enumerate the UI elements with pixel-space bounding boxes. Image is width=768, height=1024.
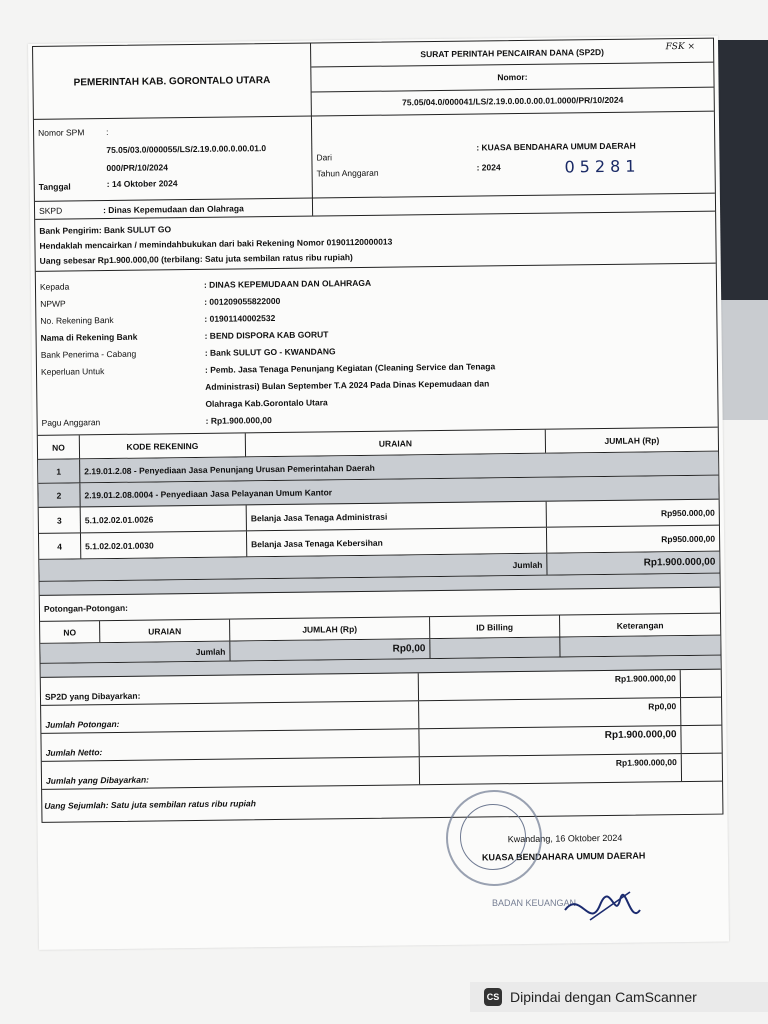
stamp-text: BADAN KEUANGAN: [492, 898, 577, 908]
summary-row: Jumlah Potongan: Rp0,00: [41, 698, 721, 734]
bank-line-1: Bank Pengirim: Bank SULUT GO: [39, 224, 172, 236]
detail-line: Kepada : DINAS KEPEMUDAAN DAN OLAHRAGA: [39, 277, 372, 292]
table-row: 2 2.19.01.2.08.0004 - Penyediaan Jasa Pelayanan Umum Kantor: [38, 476, 718, 508]
summary-row: Jumlah yang Dibayarkan: Rp1.900.000,00: [42, 754, 722, 790]
skpd-label: SKPD: [38, 205, 63, 216]
table-row: 4 5.1.02.02.01.0030 Belanja Jasa Tenaga Kebersihan Rp950.000,00: [39, 526, 719, 560]
bank-block: [35, 212, 716, 272]
spm-nomor-value-1: 75.05/03.0/000055/LS/2.19.0.00.0.00.01.0: [106, 143, 267, 156]
camscanner-logo-icon: CS: [484, 988, 502, 1006]
tanggal-value: : 14 Oktober 2024: [106, 178, 178, 190]
detail-line: Administrasi) Bulan September T.A 2024 Pada Dinas Kepemudaan dan: [205, 377, 490, 392]
summary-row: Jumlah Netto: Rp1.900.000,00: [41, 726, 721, 762]
bank-line-3: Uang sebesar Rp1.900.000,00 (terbilang: Satu juta sembilan ratus ribu rupiah): [39, 252, 353, 266]
camscanner-watermark: CS Dipindai dengan CamScanner: [470, 982, 768, 1012]
detail-line: Olahraga Kab.Gorontalo Utara: [205, 396, 328, 409]
details-block: [36, 264, 718, 436]
spm-row: Nomor SPM : 75.05/03.0/000055/LS/2.19.0.00.0.00.01.0 000/PR/10/2024 Tanggal : 14 Oktober 2024 Dari : KUASA BENDAHARA UMUM DAERAH Tahun Anggaran : 2024 05281: [34, 112, 715, 202]
spm-nomor-label: Nomor SPM: [38, 127, 85, 138]
table-row: 1 2.19.01.2.08 - Penyediaan Jasa Penunjang Urusan Pemerintahan Daerah: [38, 452, 718, 484]
detail-line: Keperluan Untuk : Pemb. Jasa Tenaga Penunjang Kegiatan (Cleaning Service dan Tenaga: [40, 360, 496, 377]
detail-line: Nama di Rekening Bank : BEND DISPORA KAB GORUT: [40, 328, 329, 343]
sp2d-document: [28, 36, 729, 950]
government-name: PEMERINTAH KAB. GORONTALO UTARA: [33, 44, 312, 119]
handwritten-number: 05281: [564, 156, 641, 177]
detail-line: No. Rekening Bank : 01901140002532: [40, 312, 276, 326]
signature-position: KUASA BENDAHARA UMUM DAERAH: [481, 850, 646, 863]
potongan-header: NO URAIAN JUMLAH (Rp) ID Billing Keterangan: [40, 614, 720, 644]
main-table-total: Jumlah Rp1.900.000,00: [39, 552, 719, 582]
detail-line: Bank Penerima - Cabang : Bank SULUT GO - KWANDANG: [40, 345, 336, 360]
spm-nomor-value-2: 000/PR/10/2024: [106, 162, 169, 174]
main-table-header: NO KODE REKENING URAIAN JUMLAH (Rp): [38, 428, 718, 460]
dari-label: Dari: [316, 152, 333, 163]
dari-value: : KUASA BENDAHARA UMUM DAERAH: [476, 140, 636, 153]
summary-row: SP2D yang Dibayarkan: Rp1.900.000,00: [41, 670, 721, 706]
skpd-value: : Dinas Kepemudaan dan Olahraga: [102, 202, 244, 215]
document-title: SURAT PERINTAH PENCAIRAN DANA (SP2D): [420, 46, 604, 59]
tanggal-label: Tanggal: [38, 181, 71, 192]
nomor-label: Nomor:: [311, 63, 713, 92]
nomor-value: 75.05/04.0/000041/LS/2.19.0.00.0.00.01.0000/PR/10/2024: [402, 95, 624, 108]
tahun-label: Tahun Anggaran: [316, 167, 379, 179]
terbilang: Uang Sejumlah: Satu juta sembilan ratus ribu rupiah: [44, 798, 256, 811]
table-row: 3 5.1.02.02.01.0026 Belanja Jasa Tenaga Administrasi Rp950.000,00: [39, 500, 719, 534]
signature-scribble-icon: [560, 880, 650, 940]
tahun-value: : 2024: [476, 162, 501, 173]
header-row: [33, 39, 714, 120]
detail-line: Pagu Anggaran : Rp1.900.000,00: [41, 414, 272, 428]
detail-line: NPWP : 001209055822000: [40, 295, 281, 309]
signature-place-date: Kwandang, 16 Oktober 2024: [507, 832, 623, 845]
official-stamp-inner: [460, 804, 526, 870]
potongan-title: Potongan-Potongan:: [40, 588, 720, 622]
handwritten-note: FSK ×: [665, 41, 696, 53]
potongan-total: Jumlah Rp0,00: [40, 636, 720, 664]
bank-line-2: Hendaklah mencairkan / memindahbukukan dari baki Rekening Nomor 01901120000013: [39, 236, 393, 251]
document-table: [32, 38, 723, 823]
